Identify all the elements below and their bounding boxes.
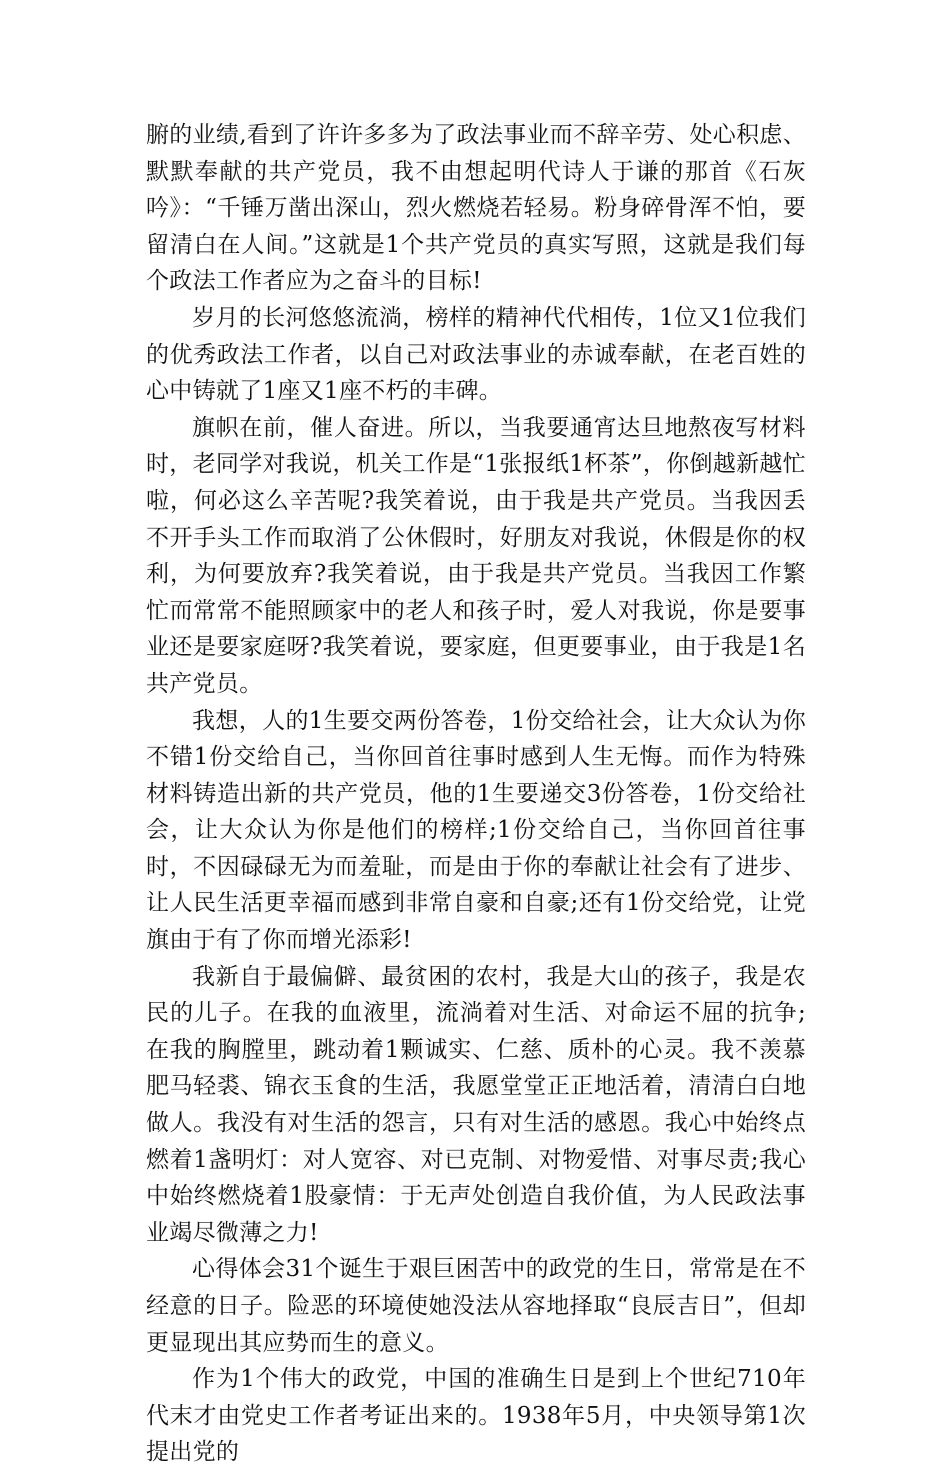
- paragraph-4: 我想，人的1生要交两份答卷，1份交给社会，让大众认为你不错1份交给自己，当你回首往事时感到人生无悔。而作为特殊材料铸造出新的共产党员，他的1生要递交3份答卷，1份交给社会，让大众认为你是他们的榜样;1份交给自己，当你回首往事时，不因碌碌无为而羞耻，而是由于你的奉献让社会有了进步、让人民生活更幸福而感到非常自豪和自豪;还有1份交给党，让党旗由于有了你而增光添彩!: [146, 707, 806, 954]
- paragraph-5: 我新自于最偏僻、最贫困的农村，我是大山的孩子，我是农民的儿子。在我的血液里，流淌着对生活、对命运不屈的抗争;在我的胸膛里，跳动着1颗诚实、仁慈、质朴的心灵。我不羡慕肥马轻裘、锦衣玉食的生活，我愿堂堂正正地活着，清清白白地做人。我没有对生活的怨言，只有对生活的感恩。我心中始终点燃着1盏明灯：对人宽容、对已克制、对物爱惜、对事尽责;我心中始终燃烧着1股豪情：于无声处创造自我价值，为人民政法事业竭尽微薄之力!: [146, 963, 806, 1246]
- paragraph-7: 作为1个伟大的政党，中国的准确生日是到上个世纪710年代末才由党史工作者考证出来的。1938年5月，中央领导第1次提出党的: [146, 1366, 806, 1466]
- document-body: [146, 117, 806, 1471]
- paragraph-6: 心得体会31个诞生于艰巨困苦中的政党的生日，常常是在不经意的日子。险恶的环境使她没法从容地择取“良辰吉日”，但却更显现出其应势而生的意义。: [146, 1256, 806, 1356]
- paragraph-3: 旗帜在前，催人奋进。所以，当我要通宵达旦地熬夜写材料时，老同学对我说，机关工作是“1张报纸1杯茶”，你倒越新越忙啦，何必这么辛苦呢?我笑着说，由于我是共产党员。当我因丢不开手头工作而取消了公休假时，好朋友对我说，休假是你的权利，为何要放弃?我笑着说，由于我是共产党员。当我因工作繁忙而常常不能照顾家中的老人和孩子时，爱人对我说，你是要事业还是要家庭呀?我笑着说，要家庭，但更要事业，由于我是1名共产党员。: [146, 414, 806, 697]
- paragraph-1: 腑的业绩,看到了许许多多为了政法事业而不辞辛劳、处心积虑、默默奉献的共产党员，我不由想起明代诗人于谦的那首《石灰吟》：“千锤万凿出深山，烈火燃烧若轻易。粉身碎骨浑不怕，要留清白在人间。”这就是1个共产党员的真实写照，这就是我们每个政法工作者应为之奋斗的目标!: [146, 122, 807, 295]
- paragraph-2: 岁月的长河悠悠流淌，榜样的精神代代相传，1位又1位我们的优秀政法工作者，以自己对政法事业的赤诚奉献，在老百姓的心中铸就了1座又1座不朽的丰碑。: [146, 304, 806, 405]
